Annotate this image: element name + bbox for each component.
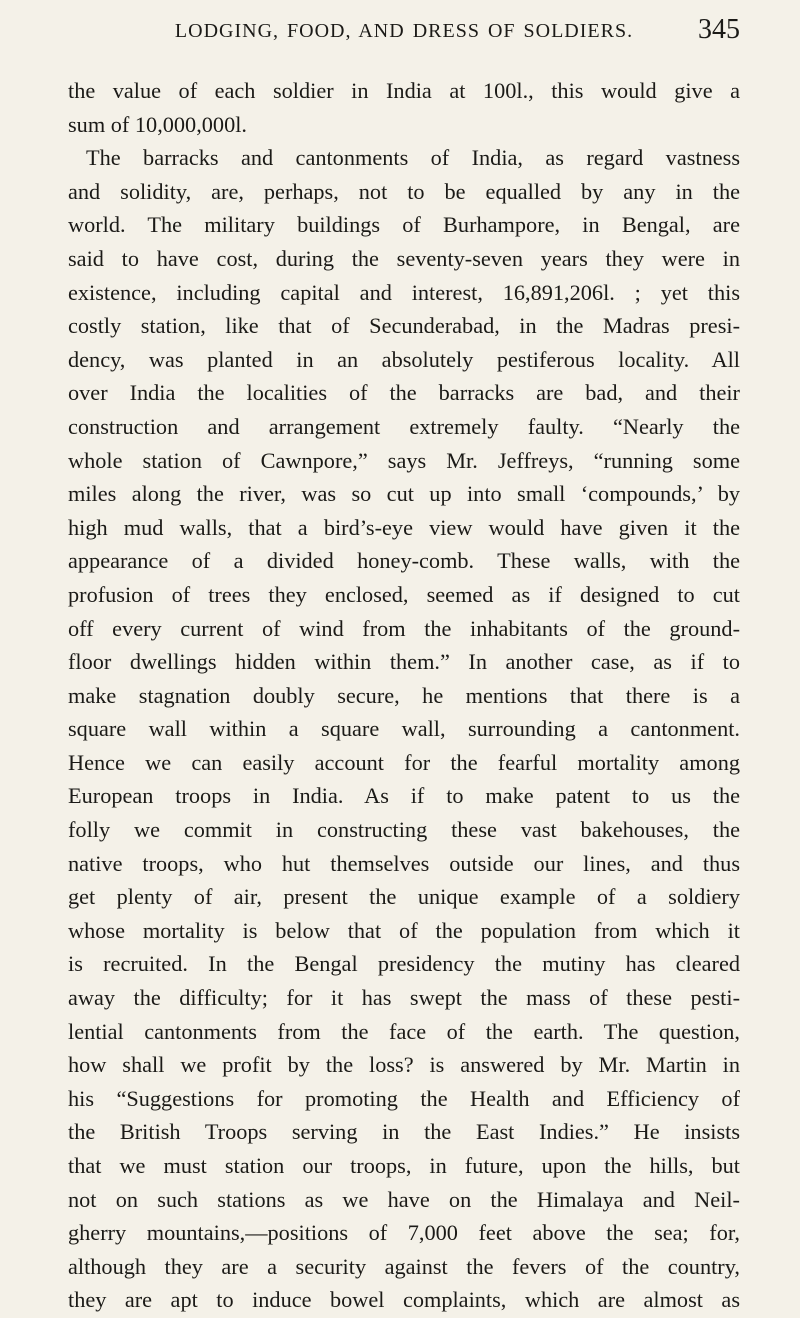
text-line: is recruited. In the Bengal presidency the mutiny has cleared <box>68 951 740 977</box>
text-line: get plenty of air, present the unique example of a soldiery <box>68 884 740 910</box>
text-line: make stagnation doubly secure, he mentions that there is a <box>68 682 740 708</box>
text-line: appearance of a divided honey-comb. These walls, with the <box>68 548 740 574</box>
text-line: the value of each soldier in India at 100l., this would give a <box>68 78 740 103</box>
text-line: existence, including capital and interest, 16,891,206l. ; yet this <box>68 279 740 305</box>
text-line: whole station of Cawnpore,” says Mr. Jeffreys, “running some <box>68 447 740 473</box>
text-line: not on such stations as we have on the Himalaya and Neil- <box>68 1186 740 1212</box>
text-line: sum of 10,000,000l. <box>68 111 247 137</box>
text-line: miles along the river, was so cut up into small ‘compounds,’ by <box>68 481 740 507</box>
text-line: although they are a security against the fevers of the country, <box>68 1253 740 1279</box>
running-head <box>68 0 740 58</box>
text-line: and solidity, are, perhaps, not to be equalled by any in the <box>68 178 740 204</box>
text-line: high mud walls, that a bird’s-eye view would have given it the <box>68 514 740 540</box>
text-line: The barracks and cantonments of India, as regard vastness <box>86 145 740 171</box>
text-line: Hence we can easily account for the fearful mortality among <box>68 749 740 775</box>
text-line: lential cantonments from the face of the earth. The question, <box>68 1018 740 1044</box>
text-line: world. The military buildings of Burhampore, in Bengal, are <box>68 212 740 238</box>
text-line: away the difficulty; for it has swept the mass of these pesti- <box>68 985 740 1011</box>
text-line: off every current of wind from the inhabitants of the ground- <box>68 615 740 641</box>
text-line: they are apt to induce bowel complaints, which are almost as <box>68 1287 740 1313</box>
body-text <box>68 74 740 1317</box>
text-line: the British Troops serving in the East Indies.” He insists <box>68 1119 740 1145</box>
text-line: whose mortality is below that of the population from which it <box>68 917 740 943</box>
text-line: his “Suggestions for promoting the Health and Efficiency of <box>68 1085 740 1111</box>
running-title: LODGING, FOOD, AND DRESS OF SOLDIERS. <box>174 20 634 42</box>
text-line: that we must station our troops, in future, upon the hills, but <box>68 1153 740 1178</box>
page-number: 345 <box>698 14 740 45</box>
text-line: profusion of trees they enclosed, seemed as if designed to cut <box>68 581 740 607</box>
text-line: over India the localities of the barracks are bad, and their <box>68 380 740 406</box>
text-line: costly station, like that of Secunderabad, in the Madras presi- <box>68 313 740 339</box>
text-line: construction and arrangement extremely faulty. “Nearly the <box>68 413 740 439</box>
text-line: folly we commit in constructing these vast bakehouses, the <box>68 817 740 843</box>
text-line: said to have cost, during the seventy-seven years they were in <box>68 245 740 271</box>
text-line: native troops, who hut themselves outside our lines, and thus <box>68 850 740 876</box>
text-line: floor dwellings hidden within them.” In another case, as if to <box>68 649 740 675</box>
text-line: square wall within a square wall, surrounding a cantonment. <box>68 716 740 742</box>
text-line: how shall we profit by the loss? is answered by Mr. Martin in <box>68 1052 740 1078</box>
text-line: dency, was planted in an absolutely pestiferous locality. All <box>68 346 740 372</box>
text-line: gherry mountains,—positions of 7,000 feet above the sea; for, <box>68 1220 740 1246</box>
text-line: European troops in India. As if to make patent to us the <box>68 783 740 809</box>
